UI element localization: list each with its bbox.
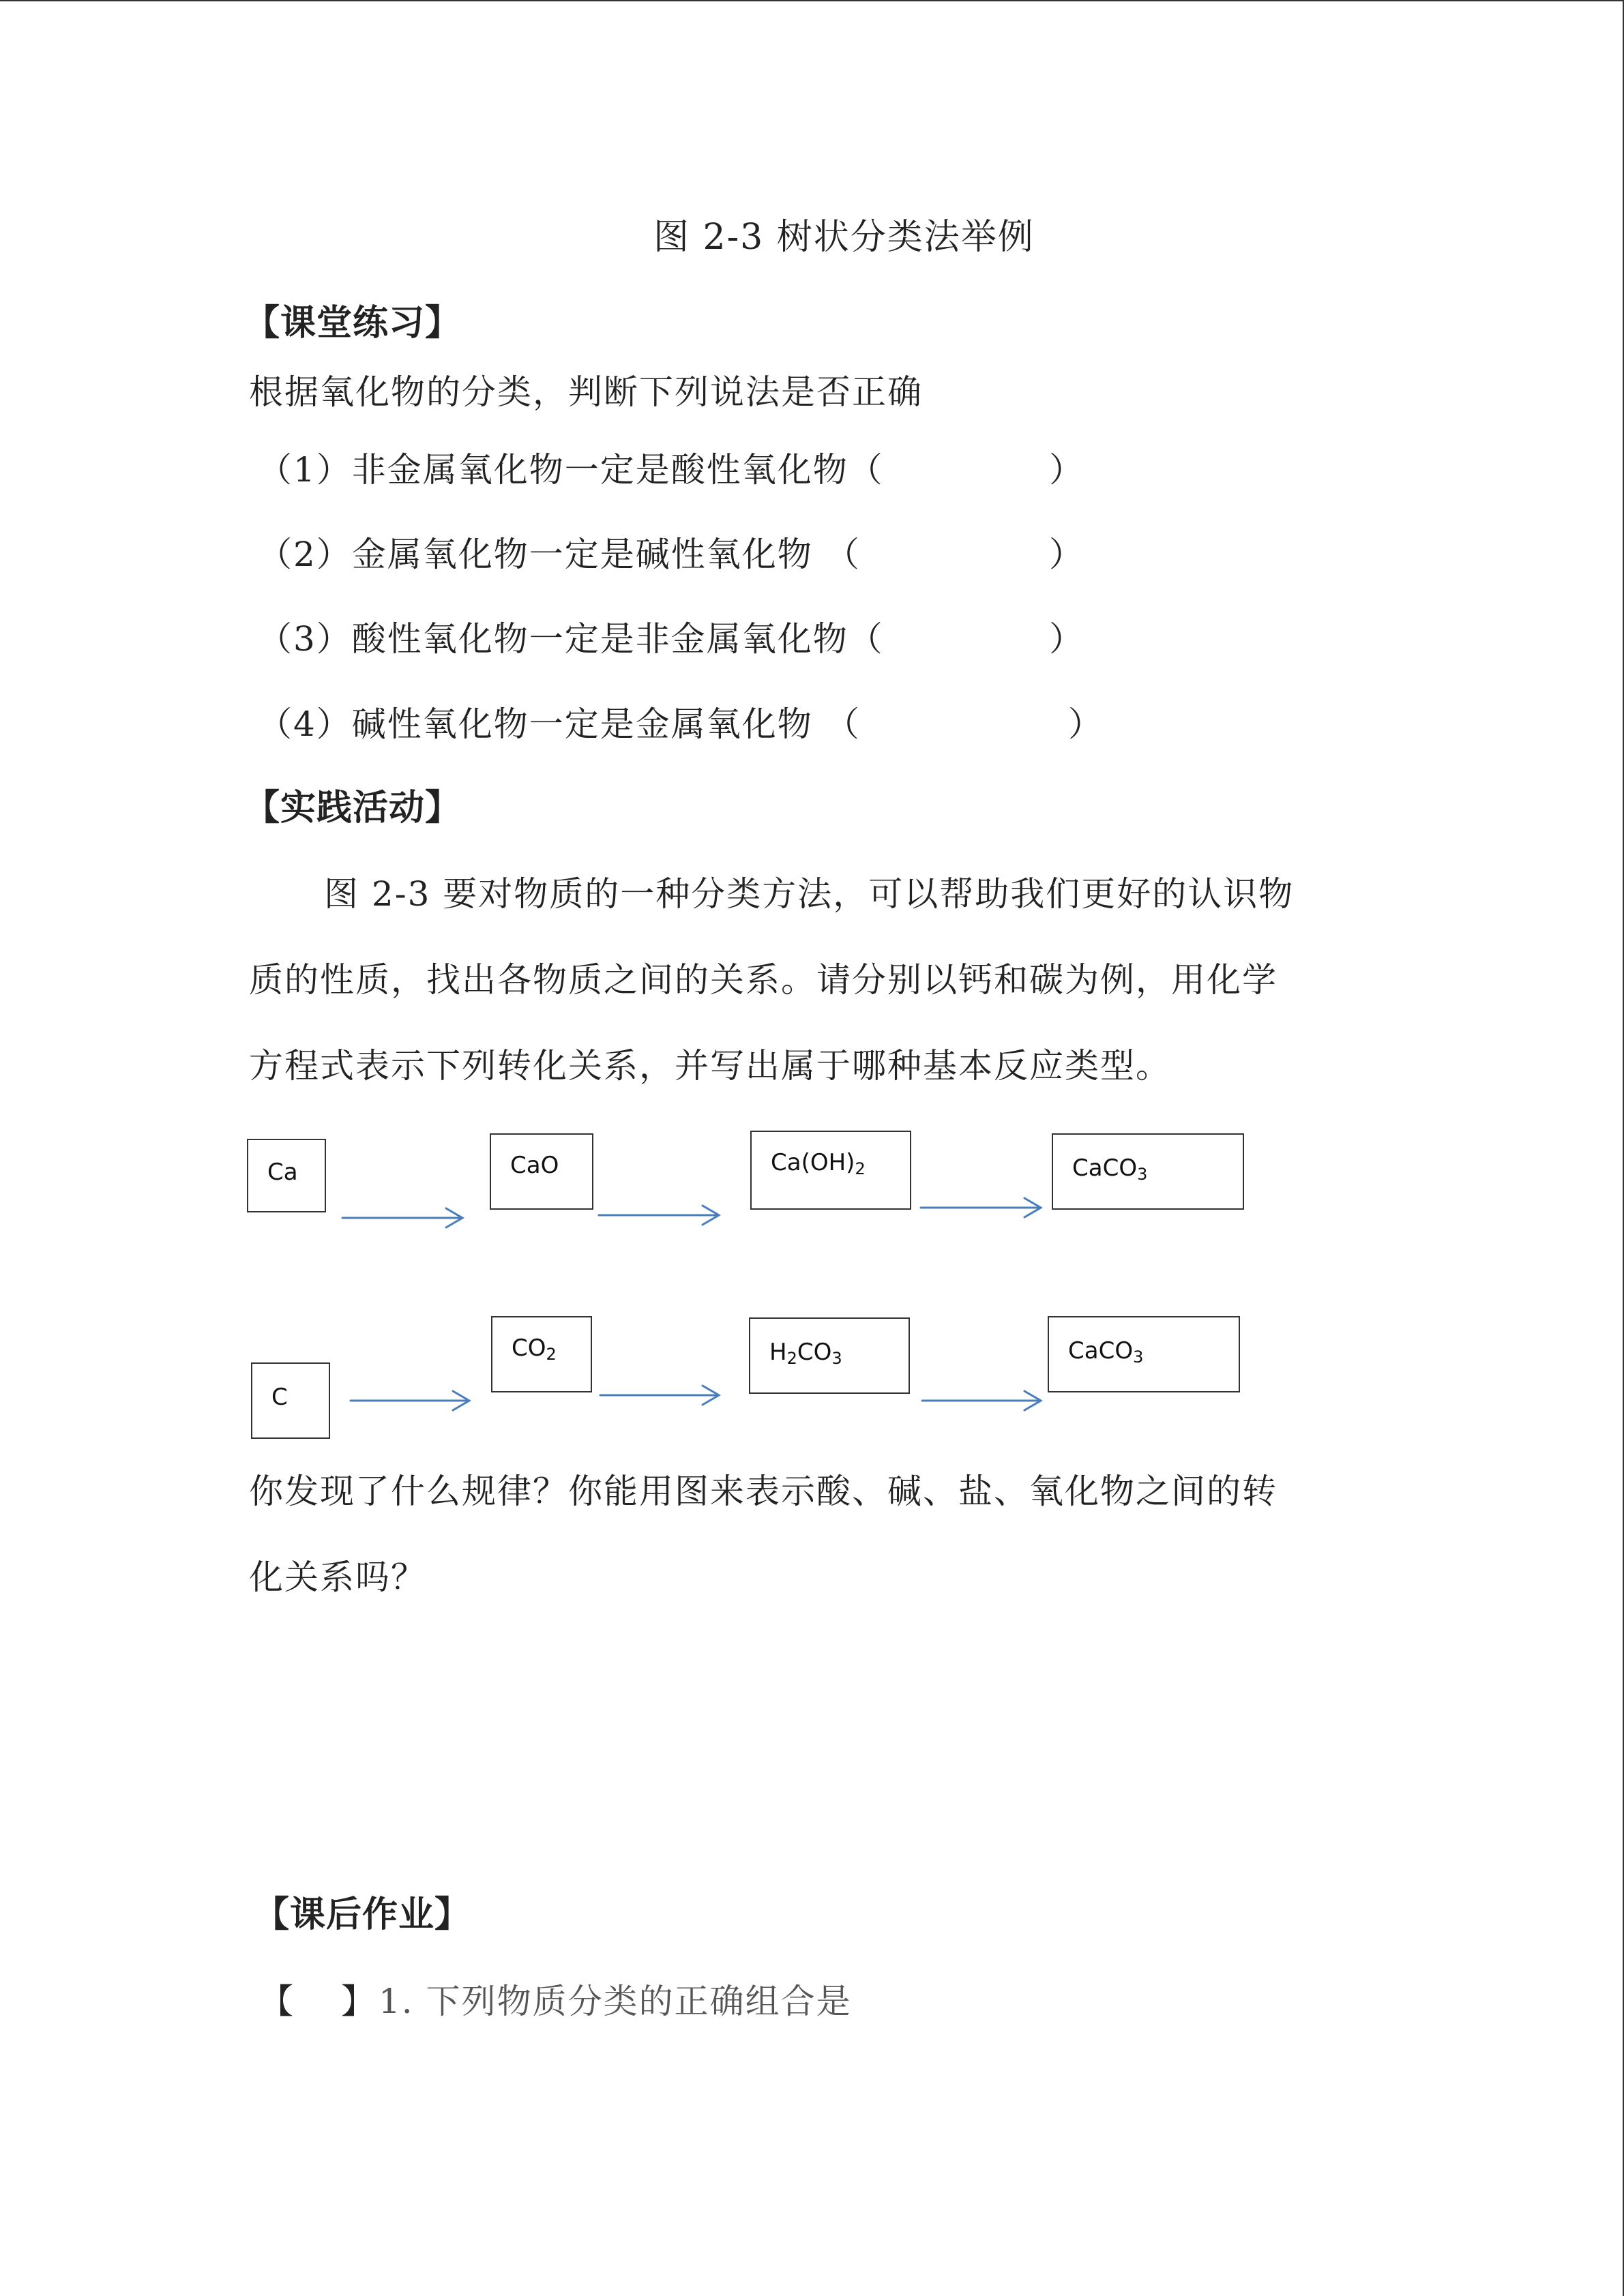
practice-item-2: （2）金属氧化物一定是碱性氧化物 （ <box>258 535 861 574</box>
q1-bracket-close: 】 <box>341 1982 377 2021</box>
box-caco3-b <box>1048 1316 1240 1392</box>
arrow-caoh2-to-caco3 <box>921 1198 1041 1217</box>
box-caco3-a <box>1052 1133 1244 1210</box>
homework-question-1: 1. 下列物质分类的正确组合是 <box>379 1982 852 2021</box>
label-caoh2: $Ca(OH)_2$ <box>771 1149 866 1178</box>
box-c <box>251 1362 330 1439</box>
box-caoh2 <box>750 1131 911 1210</box>
answer-blank-1[interactable]: ） <box>1049 450 1084 490</box>
box-cao <box>490 1133 593 1210</box>
label-c: C <box>271 1384 288 1411</box>
arrow-ca-to-cao <box>342 1208 462 1227</box>
arrow-h2co3-to-caco3 <box>922 1391 1041 1410</box>
question-line-1: 你发现了什么规律？你能用图来表示酸、碱、盐、氧化物之间的转 <box>249 1472 1278 1511</box>
label-co2: $CO_2$ <box>512 1335 557 1364</box>
label-ca: Ca <box>267 1159 298 1186</box>
classroom-practice-heading: 【课堂练习】 <box>244 303 462 344</box>
activity-paragraph-line-3: 方程式表示下列转化关系，并写出属于哪种基本反应类型。 <box>249 1046 1171 1086</box>
box-ca <box>247 1139 326 1212</box>
practice-item-4: （4）碱性氧化物一定是金属氧化物 （ <box>258 704 861 744</box>
answer-blank-4[interactable]: ） <box>1068 704 1104 744</box>
label-caco3-a: CaCO$_3$ <box>1072 1154 1148 1184</box>
figure-caption: 图 2-3 树状分类法举例 <box>653 217 1035 258</box>
activity-paragraph-line-1: 图 2-3 要对物质的一种分类方法，可以帮助我们更好的认识物 <box>324 874 1295 914</box>
question-line-2: 化关系吗？ <box>249 1557 426 1597</box>
label-caco3-b: CaCO$_3$ <box>1068 1337 1144 1367</box>
answer-blank-3[interactable]: ） <box>1049 619 1084 659</box>
homework-heading: 【课后作业】 <box>254 1894 471 1935</box>
arrow-c-to-co2 <box>351 1391 469 1410</box>
arrow-cao-to-caoh2 <box>599 1206 719 1225</box>
practice-item-3: （3）酸性氧化物一定是非金属氧化物（ <box>258 619 884 659</box>
label-cao: CaO <box>510 1152 559 1179</box>
classroom-practice-intro: 根据氧化物的分类，判断下列说法是否正确 <box>249 372 923 412</box>
answer-blank-2[interactable]: ） <box>1049 535 1084 574</box>
label-h2co3: $H_2CO_3$ <box>769 1339 842 1368</box>
box-h2co3 <box>749 1317 910 1394</box>
q1-bracket-open: 【 <box>259 1982 295 2021</box>
box-co2 <box>491 1316 592 1392</box>
arrow-co2-to-h2co3 <box>600 1386 719 1405</box>
activity-paragraph-line-2: 质的性质，找出各物质之间的关系。请分别以钙和碳为例，用化学 <box>249 960 1278 1000</box>
practice-item-1: （1）非金属氧化物一定是酸性氧化物（ <box>258 450 884 490</box>
practice-activity-heading: 【实践活动】 <box>244 788 462 829</box>
